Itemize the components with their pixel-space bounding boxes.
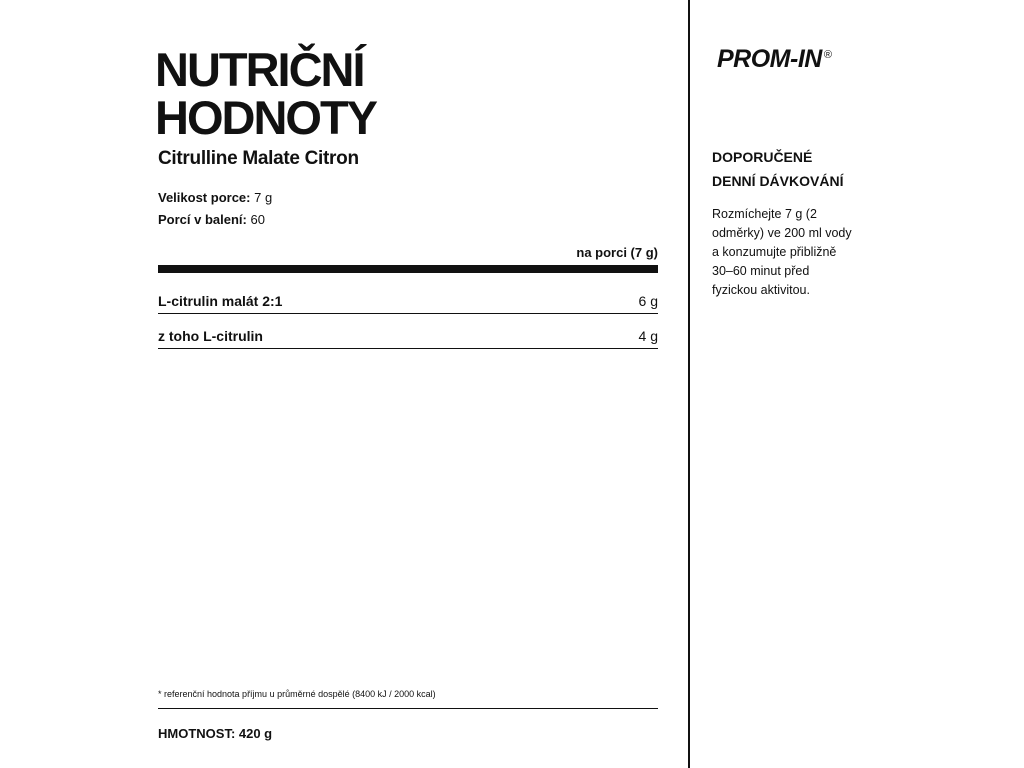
dosing-line: fyzickou aktivitou.: [712, 283, 810, 297]
dosing-heading-line-1: DOPORUČENÉ: [712, 149, 813, 165]
net-weight: HMOTNOST: 420 g: [158, 726, 273, 741]
registered-mark: ®: [823, 49, 832, 61]
serving-size-value: 7 g: [254, 190, 273, 205]
dosing-heading: [712, 145, 843, 193]
nutrient-name: L-citrulin malát 2:1: [158, 293, 283, 309]
brand-name: PROM-IN: [717, 45, 822, 73]
table-row: [158, 326, 658, 349]
table-header-rule: [158, 265, 658, 273]
dosing-line: odměrky) ve 200 ml vody: [712, 226, 852, 240]
dosing-line: a konzumujte přibližně: [712, 245, 837, 259]
title-line-1: NUTRIČNÍ: [155, 43, 364, 96]
dosing-line: Rozmíchejte 7 g (2: [712, 207, 817, 221]
column-divider: [688, 0, 690, 768]
dosing-sidebar: [712, 0, 912, 768]
nutrient-name: z toho L-citrulin: [158, 328, 263, 344]
title-line-2: HODNOTY: [155, 91, 376, 144]
dosing-heading-line-2: DENNÍ DÁVKOVÁNÍ: [712, 173, 844, 189]
nutrition-panel: [155, 0, 658, 768]
nutrient-amount: 4 g: [638, 328, 658, 344]
table-row: [158, 291, 658, 314]
servings-per-package: [158, 212, 265, 227]
per-serving-column-header: na porci (7 g): [576, 245, 658, 260]
reference-intake-footnote: * referenční hodnota příjmu u průměrné dospělé (8400 kJ / 2000 kcal): [158, 689, 436, 699]
serving-size-label: Velikost porce:: [158, 190, 251, 205]
product-name: Citrulline Malate Citron: [158, 148, 359, 169]
nutrient-amount: 6 g: [638, 293, 658, 309]
dosing-line: 30–60 minut před: [712, 264, 810, 278]
serving-size: [158, 190, 272, 205]
servings-label: Porcí v balení:: [158, 212, 247, 227]
page-title: [155, 43, 376, 144]
footer-rule: [158, 708, 658, 709]
brand-logo: [717, 45, 831, 74]
servings-value: 60: [250, 212, 265, 227]
dosing-instructions: [712, 205, 882, 300]
